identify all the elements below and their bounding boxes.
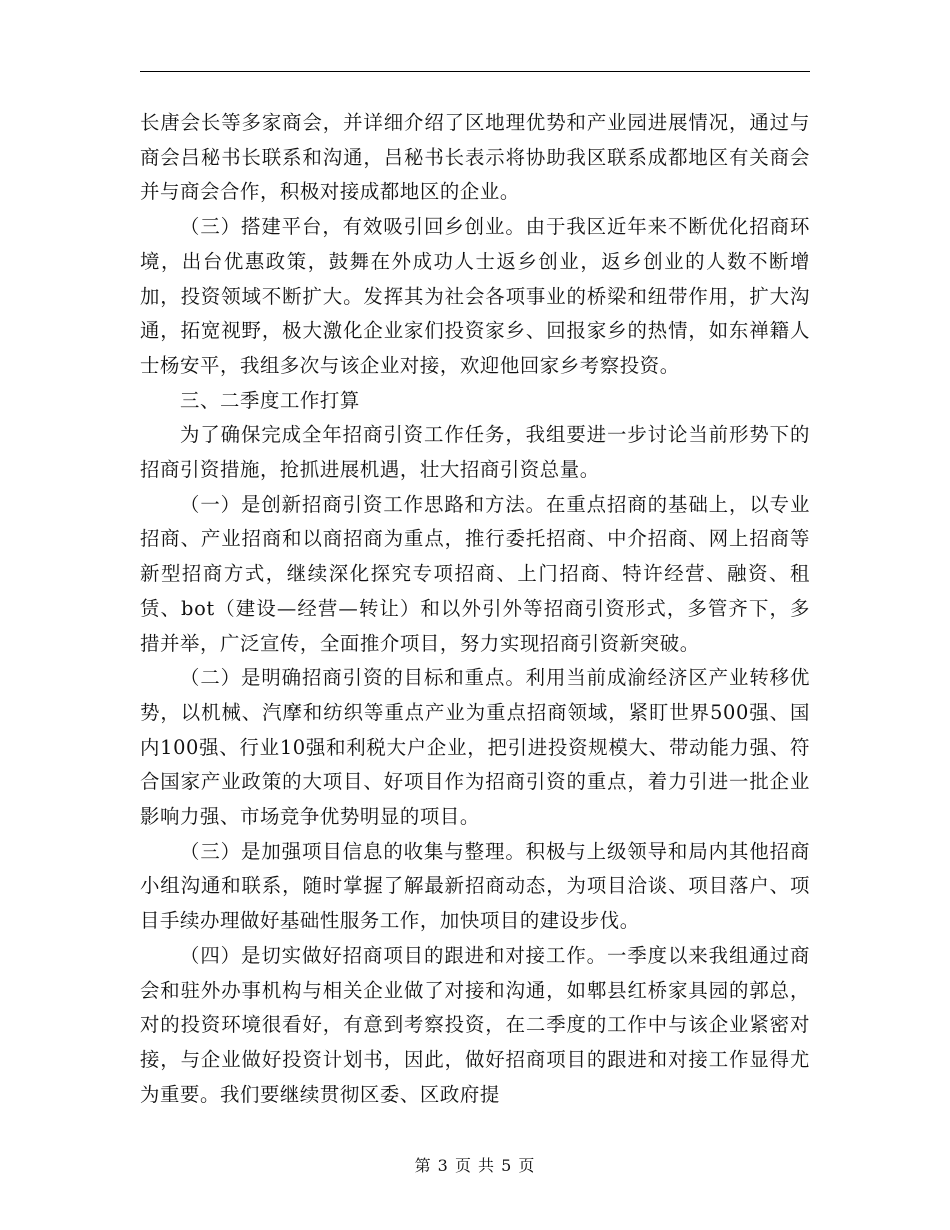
paragraph-8: （四）是切实做好招商项目的跟进和对接工作。一季度以来我组通过商会和驻外办事机构与相关企业做了对接和沟通，如郫县红桥家具园的郭总，对的投资环境很看好，有意到考察投资，在二季度的工作中与该企业紧密对接，与企业做好投资计划书，因此，做好招商项目的跟进和对接工作显得尤为重要。我们要继续贯彻区委、区政府提 [140, 943, 810, 1106]
paragraph-1: 长唐会长等多家商会，并详细介绍了区地理优势和产业园进展情况，通过与商会吕秘书长联系和沟通，吕秘书长表示将协助我区联系成都地区有关商会并与商会合作，积极对接成都地区的企业。 [140, 111, 810, 204]
paragraph-6: （二）是明确招商引资的目标和重点。利用当前成渝经济区产业转移优势，以机械、汽摩和纺织等重点产业为重点招商领域，紧盯世界500强、国内100强、行业10强和利税大户企业，把引进投资规模大、带动能力强、符合国家产业政策的大项目、好项目作为招商引资的重点，着力引进一批企业影响力强、市场竞争优势明显的项目。 [140, 666, 810, 829]
page-footer: 第 3 页 共 5 页 [414, 1156, 536, 1175]
paragraph-4: 为了确保完成全年招商引资工作任务，我组要进一步讨论当前形势下的招商引资措施，抢抓进展机遇，壮大招商引资总量。 [140, 423, 810, 482]
header-rule [140, 71, 810, 72]
paragraph-7: （三）是加强项目信息的收集与整理。积极与上级领导和局内其他招商小组沟通和联系，随时掌握了解最新招商动态，为项目洽谈、项目落户、项目手续办理做好基础性服务工作，加快项目的建设步伐。 [140, 839, 810, 933]
paragraph-2: （三）搭建平台，有效吸引回乡创业。由于我区近年来不断优化招商环境，出台优惠政策，鼓舞在外成功人士返乡创业，返乡创业的人数不断增加，投资领域不断扩大。发挥其为社会各项事业的桥梁和纽带作用，扩大沟通，拓宽视野，极大激化企业家们投资家乡、回报家乡的热情，如东禅籍人士杨安平，我组多次与该企业对接，欢迎他回家乡考察投资。 [140, 215, 810, 377]
document-body [140, 106, 810, 1112]
section-heading: 三、二季度工作打算 [180, 388, 360, 412]
paragraph-5: （一）是创新招商引资工作思路和方法。在重点招商的基础上，以专业招商、产业招商和以商招商为重点，推行委托招商、中介招商、网上招商等新型招商方式，继续深化探究专项招商、上门招商、特许经营、融资、租赁、bot（建设—经营—转让）和以外引外等招商引资形式，多管齐下，多措并举，广泛宣传，全面推介项目，努力实现招商引资新突破。 [140, 492, 810, 655]
